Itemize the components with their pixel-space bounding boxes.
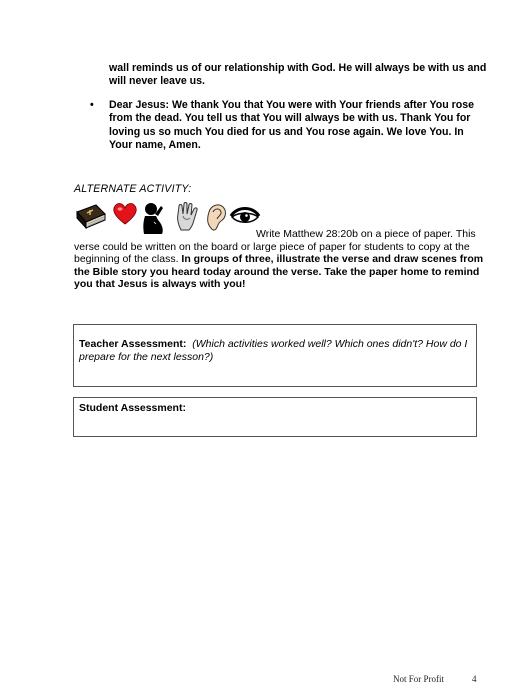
teacher-assessment-label: Teacher Assessment: — [79, 338, 187, 350]
student-assessment-box[interactable] — [73, 397, 477, 437]
page-footer — [393, 674, 477, 684]
teacher-assessment-box[interactable] — [73, 324, 477, 387]
continuation-paragraph: wall reminds us of our relationship with God. He will always be with us and will never leave us. — [109, 62, 487, 87]
student-assessment-prompt — [79, 402, 471, 415]
page-number: 4 — [472, 674, 477, 684]
eye-icon — [229, 202, 261, 226]
bullet-marker: • — [90, 99, 94, 111]
activity-group-instructions: In groups of three, illustrate the verse and draw scenes from the Bible story you heard today around the verse. Take the paper home to remind you that Jesus is always with you! — [74, 253, 484, 291]
teacher-assessment-question: (Which activities worked well? Which ones didn't? How do I prepare for the next lesson?) — [79, 338, 468, 363]
prayer-text: Dear Jesus: We thank You that You were with Your friends after You rose from the dead. You tell us that You will always be with us. Thank You for loving us so much You died for us and You rose again. We love You. In Your name, Amen. — [109, 99, 474, 152]
student-assessment-label: Student Assessment: — [79, 402, 186, 414]
alternate-activity-text — [74, 228, 494, 291]
footer-text: Not For Profit — [393, 674, 445, 684]
teacher-assessment-prompt — [79, 338, 471, 364]
activity-instructions: Write Matthew 28:20b on a piece of paper. This verse could be written on the board or large piece of paper for students to copy at the beginning of the class. — [74, 228, 476, 266]
heart-icon — [112, 202, 138, 226]
alternate-activity-heading: ALTERNATE ACTIVITY: — [74, 183, 192, 195]
